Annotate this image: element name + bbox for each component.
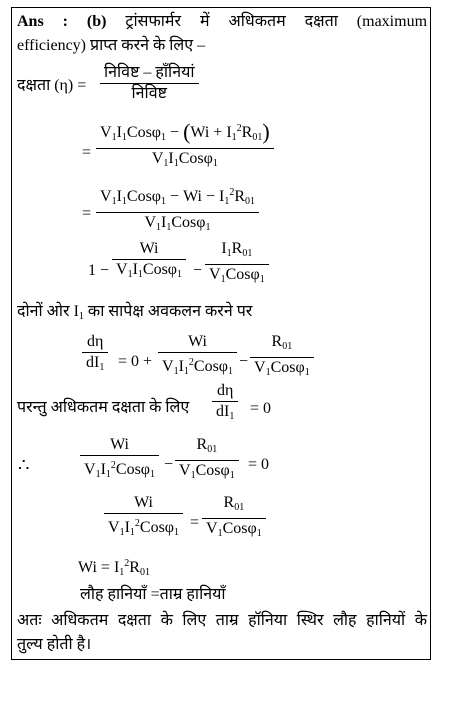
conclusion-line-2: तुल्य होती है। xyxy=(17,636,92,653)
eq5-deriv: dη $dI_1$ xyxy=(82,333,108,377)
efficiency-lhs: दक्षता (η) = xyxy=(17,77,87,94)
eq2-sign: = xyxy=(82,144,92,161)
eq6-frac-a: Wi $V_1I_1^2Cos\varphi_1$ xyxy=(80,436,159,484)
max-eff-deriv: dη $dI_1$ xyxy=(212,382,238,426)
eq4-frac-b: $I_1R_{01}$ $V_1Cos\varphi_1$ xyxy=(205,240,269,289)
conclusion-line-1: अतः अधिकतम दक्षता के लिए ताम्र हॉनिया स्थिर लौह हानियों के xyxy=(17,612,427,629)
eq7-frac-b: $R_{01}$ $V_1Cos\varphi_1$ xyxy=(202,494,266,543)
eq2-fraction: $V_1I_1Cos\varphi_1 - (Wi + I_1^2R_{01})$ $V_1I_1Cos\varphi_1$ xyxy=(96,120,274,173)
max-eff-eq-zero: = 0 xyxy=(250,400,272,417)
ans-label: Ans : xyxy=(17,13,68,30)
intro-text-1: ट्रांसफार्मर में अधिकतम दक्षता (maximum xyxy=(125,13,428,30)
eq6-frac-b: $R_{01}$ $V_1Cos\varphi_1$ xyxy=(175,436,239,485)
eq3-fraction: $V_1I_1Cos\varphi_1 - Wi - I_1^2R_{01}$ $V_1I_1Cos\varphi_1$ xyxy=(96,184,259,237)
eq5-minus: − xyxy=(239,353,249,370)
eq6-minus: − xyxy=(164,456,174,473)
intro-line-2: efficiency) प्राप्त करने के लिए – xyxy=(17,37,206,54)
intro-line-1 xyxy=(17,10,427,34)
eq8: $Wi = I_1^2R_{01}$ xyxy=(78,558,150,578)
eq3-sign: = xyxy=(82,205,92,222)
answer-box xyxy=(11,7,431,660)
efficiency-denominator: निविष्ट xyxy=(131,85,167,102)
eq4-one-minus: 1 − xyxy=(88,262,110,279)
eq4-frac-a: Wi $V_1I_1Cos\varphi_1$ xyxy=(112,240,186,284)
eq5-zero-plus: = 0 + xyxy=(118,353,153,370)
efficiency-fraction xyxy=(100,64,199,103)
eq5-frac-b: $R_{01}$ $V_1Cos\varphi_1$ xyxy=(250,333,314,382)
therefore-symbol: ∴ xyxy=(18,455,30,475)
differentiate-line: दोनों ओर $I_1$ का सापेक्ष अवकलन करने पर xyxy=(17,303,253,322)
efficiency-numerator: निविष्ट – हाँनियां xyxy=(104,64,195,81)
loss-equality-line: लौह हानियाँ =ताम्र हानियाँ xyxy=(80,586,226,603)
eq6-eq-zero: = 0 xyxy=(248,456,270,473)
eq5-frac-a: Wi $V_1I_1^2Cos\varphi_1$ xyxy=(158,333,237,381)
eq7-sign: = xyxy=(190,514,200,531)
eq7-frac-a: Wi $V_1I_1^2Cos\varphi_1$ xyxy=(104,494,183,542)
max-efficiency-line: परन्तु अधिकतम दक्षता के लिए xyxy=(17,399,190,416)
ans-option: (b) xyxy=(86,13,107,30)
eq4-minus: − xyxy=(193,262,203,279)
